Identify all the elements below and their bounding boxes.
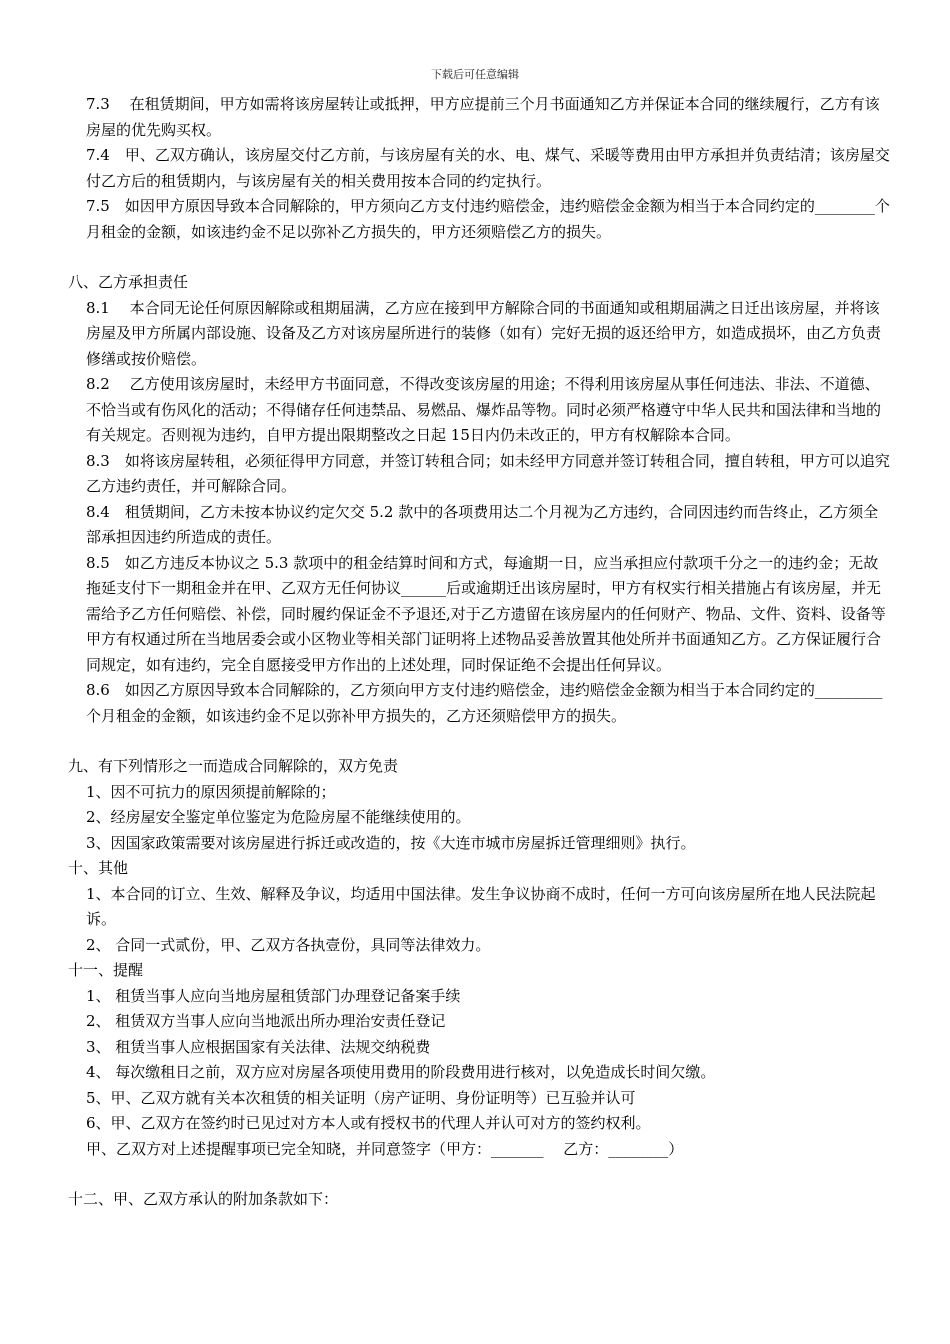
clause-section-9 [68,754,892,856]
list-item: 1、因不可抗力的原因须提前解除的； [86,782,336,801]
page-header: 下载后可任意编辑 [431,68,519,81]
section-title: 八、乙方承担责任 [68,273,189,291]
clause-7-4: 7.4 甲、乙双方确认，该房屋交付乙方前，与该房屋有关的水、电、煤气、采暖等费用由甲方承担并负责结清；该房屋交付乙方后的租赁期内，与该房屋有关的相关费用按本合同的约定执行。 [86,146,890,190]
section-title: 十一、提醒 [68,961,144,979]
document-body [68,92,892,1213]
clause-7-3: 7.3 在租赁期间，甲方如需将该房屋转让或抵押，甲方应提前三个月书面通知乙方并保证本合同的继续履行，乙方有该房屋的优先购买权。 [86,95,880,139]
clause-section-12 [68,1187,892,1213]
section-title: 十二、甲、乙双方承认的附加条款如下： [68,1190,339,1208]
clause-8-5: 8.5 如乙方违反本协议之 5.3 款项中的租金结算时间和方式，每逾期一日，应当承担应付款项千分之一的违约金；无故拖延支付下一期租金并在甲、乙双方无任何协议______后或逾期迁出该房屋时，甲方有权实行相关措施占有该房屋，并无需给予乙方任何赔偿、补偿，同时履约保证金不予退还,对于乙方遗留在该房屋内的任何财产、物品、文件、资料、设备等甲方有权通过所在当地居委会或小区物业等相关部门证明将上述物品妥善放置其他处所并书面通知乙方。乙方保证履行合同规定，如有违约，完全自愿接受甲方作出的上述处理，同时保证绝不会提出任何异议。 [86,553,886,674]
clause-section-7 [68,92,892,245]
clause-8-6: 8.6 如因乙方原因导致本合同解除的，乙方须向甲方支付违约赔偿金，违约赔偿金金额为相当于本合同约定的_________个月租金的金额，如该违约金不足以弥补甲方损失的，乙方还须赔偿甲方的损失。 [86,681,883,725]
clause-section-8 [68,270,892,729]
section-title: 九、有下列情形之一而造成合同解除的，双方免责 [68,757,399,775]
section-title: 十、其他 [68,859,129,877]
list-item: 4、 每次缴租日之前，双方应对房屋各项使用费用的阶段费用进行核对，以免造成长时间欠缴。 [86,1063,716,1081]
clause-7-5: 7.5 如因甲方原因导致本合同解除的，甲方须向乙方支付违约赔偿金，违约赔偿金金额为相当于本合同约定的________个月租金的金额，如该违约金不足以弥补乙方损失的，甲方还须赔偿乙方的损失。 [86,197,890,241]
list-item: 5、甲、乙双方就有关本次租赁的相关证明（房产证明、身份证明等）已互验并认可 [86,1088,636,1107]
list-item: 3、因国家政策需要对该房屋进行拆迁或改造的，按《大连市城市房屋拆迁管理细则》执行。 [86,833,696,852]
signature-line: 甲、乙双方对上述提醒事项已完全知晓，并同意签字（甲方：_______ 乙方：________） [86,1139,684,1158]
clause-8-3: 8.3 如将该房屋转租，必须征得甲方同意，并签订转租合同；如未经甲方同意并签订转租合同，擅自转租，甲方可以追究乙方违约责任，并可解除合同。 [86,451,890,495]
list-item: 6、甲、乙双方在签约时已见过对方本人或有授权书的代理人并认可对方的签约权利。 [86,1114,651,1132]
list-item: 2、 租赁双方当事人应向当地派出所办理治安责任登记 [86,1012,446,1030]
clause-section-10 [68,856,892,958]
clause-8-1: 8.1 本合同无论任何原因解除或租期届满，乙方应在接到甲方解除合同的书面通知或租期届满之日迁出该房屋，并将该房屋及甲方所属内部设施、设备及乙方对该房屋所进行的装修（如有）完好无损的返还给甲方，如造成损坏，由乙方负责修缮或按价赔偿。 [86,298,882,368]
list-item: 2、经房屋安全鉴定单位鉴定为危险房屋不能继续使用的。 [86,808,471,826]
list-item: 1、本合同的订立、生效、解释及争议，均适用中国法律。发生争议协商不成时，任何一方可向该房屋所在地人民法院起诉。 [86,884,876,928]
clause-section-11 [68,958,892,1162]
list-item: 2、 合同一式贰份，甲、乙双方各执壹份，具同等法律效力。 [86,935,491,954]
clause-8-2: 8.2 乙方使用该房屋时，未经甲方书面同意，不得改变该房屋的用途；不得利用该房屋从事任何违法、非法、不道德、不恰当或有伤风化的活动；不得储存任何违禁品、易燃品、爆炸品等物。同时必须严格遵守中华人民共和国法律和当地的有关规定。否则视为违约，自甲方提出限期整改之日起 15日内仍未改正的，甲方有权解除本合同。 [86,375,882,444]
clause-8-4: 8.4 租赁期间，乙方未按本协议约定欠交 5.2 款中的各项费用达二个月视为乙方违约，合同因违约而告终止，乙方须全部承担因违约所造成的责任。 [86,502,879,546]
list-item: 1、 租赁当事人应向当地房屋租赁部门办理登记备案手续 [86,986,461,1005]
list-item: 3、 租赁当事人应根据国家有关法律、法规交纳税费 [86,1037,431,1056]
